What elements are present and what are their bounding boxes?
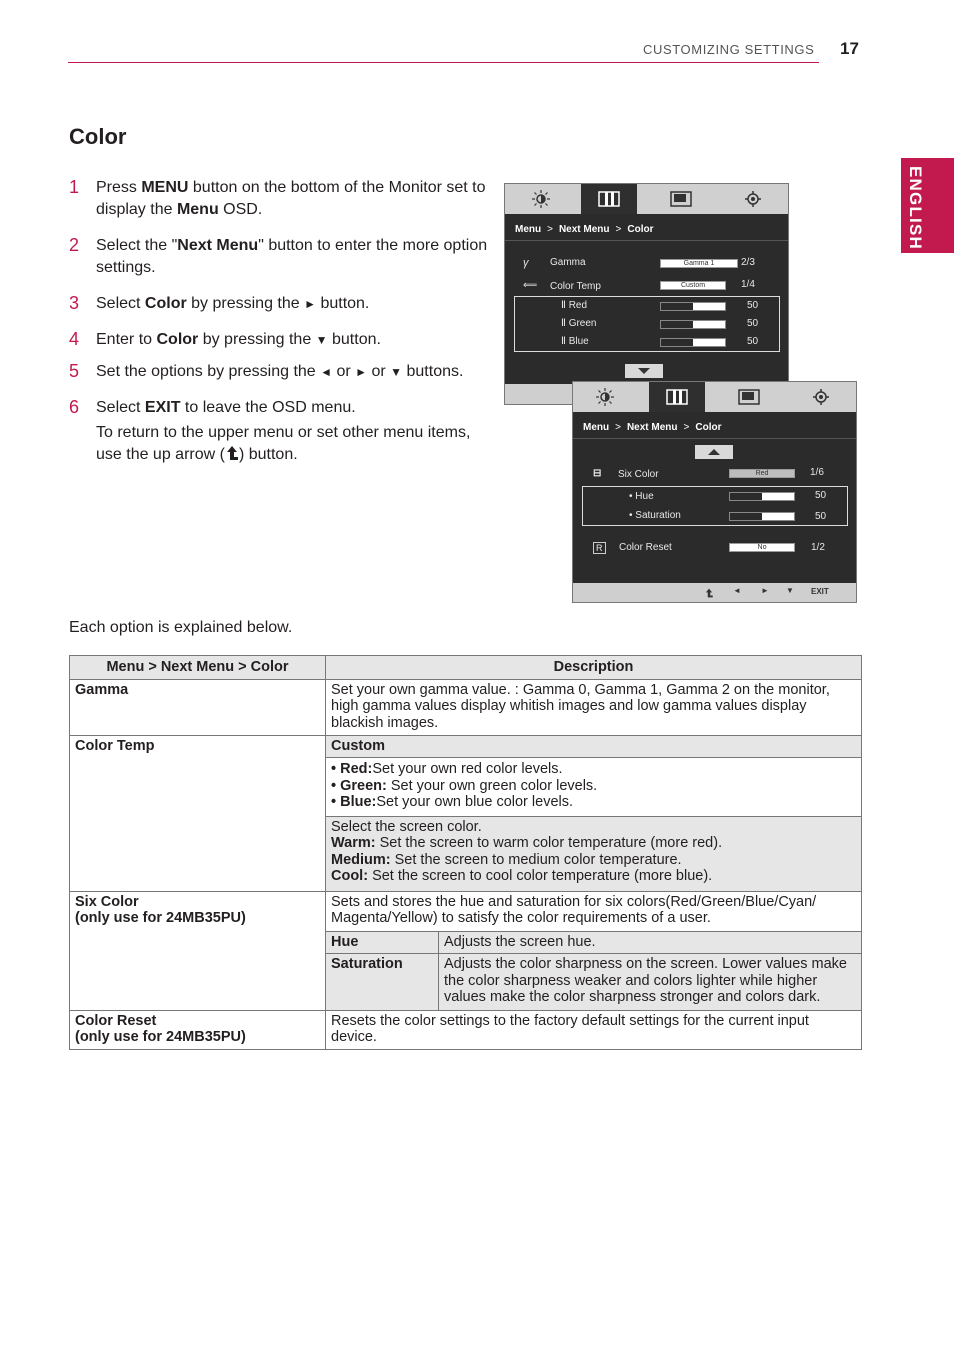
step-3 (69, 293, 489, 315)
red-value: 50 (747, 300, 759, 311)
cool-term: Cool: (331, 868, 369, 884)
exit-label: EXIT (811, 587, 829, 596)
step-number: 6 (69, 397, 80, 417)
language-tab-label: ENGLISH (906, 166, 925, 250)
color-temp-label: Color Temp (550, 281, 601, 292)
row-name (70, 1010, 326, 1049)
six-color-note: (only use for 24MB35PU) (75, 910, 246, 926)
row-description (326, 816, 862, 891)
step-4 (69, 329, 489, 351)
step-text-bold: Next Menu (177, 237, 259, 254)
explain-text: Each option is explained below. (69, 619, 293, 636)
six-color-label: Six Color (618, 469, 659, 480)
osd-tab-display (721, 382, 777, 412)
table-header-description: Description (326, 656, 862, 680)
gear-icon (744, 190, 762, 208)
row-description: Set your own gamma value. : Gamma 0, Gamma 1, Gamma 2 on the monitor, high gamma values display whitish images and low gamma values display blackish images. (326, 679, 862, 735)
six-color-value: Red (729, 469, 795, 478)
crumb-item: Menu (583, 422, 610, 433)
red-label: Ⅱ Red (561, 300, 588, 311)
color-bars-icon (598, 191, 620, 207)
table-row-color-reset (70, 1010, 862, 1049)
row-name (70, 891, 326, 1010)
monitor-icon (670, 191, 692, 207)
step-text: button. (316, 295, 370, 312)
step-text: Enter to (96, 331, 157, 348)
scroll-down-button (625, 364, 663, 378)
green-term: • Green: (331, 777, 387, 794)
hue-name: Hue (326, 931, 439, 954)
osd-breadcrumb (515, 224, 653, 235)
down-arrow-icon: ▼ (786, 586, 794, 595)
step-text: button. (327, 331, 381, 348)
crumb-sep: > (683, 422, 690, 433)
color-temp-value: Custom (660, 281, 726, 290)
step-text: by pressing the (186, 295, 305, 312)
row-description: Resets the color settings to the factory default settings for the current input device. (326, 1010, 862, 1049)
saturation-slider (729, 512, 795, 521)
language-tab (901, 158, 954, 253)
red-label-text: Red (568, 300, 588, 311)
crumb-item: Color (627, 224, 654, 235)
step-text-bold: Menu (176, 201, 219, 218)
six-color-icon: ⊟ (593, 468, 602, 479)
color-reset-label: Color Reset (619, 542, 672, 553)
osd-divider (573, 438, 856, 439)
step-number: 3 (69, 293, 80, 313)
medium-term: Medium: (331, 851, 391, 868)
gamma-position: 2/3 (741, 257, 755, 268)
step-text: button on the bottom of the Monitor set to display the (96, 179, 486, 218)
green-desc: Set your own green color levels. (386, 777, 598, 794)
step-text-bold: MENU (141, 179, 189, 196)
color-reset-icon: R (593, 542, 606, 554)
header-rule (68, 62, 819, 63)
saturation-label: • Saturation (629, 510, 681, 521)
chevron-down-icon (625, 364, 663, 378)
step-2 (69, 235, 489, 279)
blue-desc: Set your own blue color levels. (376, 794, 574, 810)
crumb-sep: > (615, 422, 621, 433)
up-arrow-icon (704, 588, 714, 598)
step-text: or (332, 363, 356, 380)
color-bars-icon (666, 389, 688, 405)
saturation-slider-fill (730, 513, 762, 520)
down-arrow-icon: ▼ (390, 365, 403, 379)
osd-tab-picture (513, 184, 569, 214)
saturation-value: 50 (815, 511, 827, 522)
step-1 (69, 177, 489, 221)
step-text: To return to the upper menu or set other menu items, use the up arrow ( (96, 424, 471, 463)
color-reset-position: 1/2 (811, 542, 825, 553)
row-subheader-custom: Custom (326, 735, 862, 758)
crumb-sep: > (615, 224, 622, 235)
osd-breadcrumb (583, 422, 721, 433)
green-value: 50 (747, 318, 759, 329)
scroll-up-button (695, 445, 733, 459)
step-text-bold: Color (144, 295, 187, 312)
step-text: " button to enter the more option settings. (96, 237, 488, 276)
color-reset-note: (only use for 24MB35PU) (75, 1029, 246, 1045)
red-desc: Set your own red color levels. (372, 761, 563, 777)
gamma-icon: γ (523, 257, 529, 269)
right-arrow-icon: ► (761, 586, 769, 595)
blue-slider (660, 338, 726, 347)
hue-label: • Hue (629, 491, 654, 502)
step-5 (69, 361, 489, 383)
monitor-icon (738, 389, 760, 405)
osd-tab-color (581, 184, 637, 214)
green-label-text: Green (568, 318, 597, 329)
osd-tab-settings (793, 382, 849, 412)
step-text: by pressing the (198, 331, 316, 348)
step-text: or (367, 363, 391, 380)
hue-slider (729, 492, 795, 501)
step-number: 1 (69, 177, 80, 197)
step-text: Select the " (96, 237, 178, 254)
osd-tab-display (653, 184, 709, 214)
table-row-six-color (70, 891, 862, 931)
down-arrow-icon: ▼ (315, 333, 328, 347)
gamma-value: Gamma 1 (660, 259, 738, 268)
row-name: Color Temp (70, 735, 326, 891)
brightness-icon (532, 190, 550, 208)
green-slider (660, 320, 726, 329)
table-row-gamma (70, 679, 862, 735)
left-arrow-icon: ◄ (733, 586, 741, 595)
select-desc: Select the screen color. (331, 818, 482, 835)
red-term: • Red: (331, 761, 373, 777)
right-arrow-icon: ► (304, 297, 316, 311)
color-temp-position: 1/4 (741, 279, 755, 290)
green-slider-fill (661, 321, 693, 328)
step-text: to leave the OSD menu. (180, 399, 356, 416)
step-text: Press (96, 179, 142, 196)
blue-slider-fill (661, 339, 693, 346)
saturation-desc: Adjusts the color sharpness on the screen. Lower values make the color sharpness weaker and colors lighter while higher values make the color sharpness stronger and colors dark. (439, 954, 862, 1011)
table-header-menu: Menu > Next Menu > Color (70, 656, 326, 680)
warm-desc: Set the screen to warm color temperature (more red). (375, 835, 723, 851)
cool-desc: Set the screen to cool color temperature (more blue). (368, 868, 713, 884)
crumb-item: Menu (515, 224, 542, 235)
six-color-position: 1/6 (810, 467, 824, 478)
medium-desc: Set the screen to medium color temperature. (390, 851, 682, 868)
hue-saturation-frame (582, 486, 848, 526)
row-name: Gamma (70, 679, 326, 735)
crumb-item: Next Menu (626, 422, 678, 433)
osd-screen-color-temp (504, 183, 789, 405)
crumb-sep: > (547, 224, 553, 235)
color-temp-icon: ⟸ (523, 280, 538, 291)
gamma-label: Gamma (550, 257, 586, 268)
osd-screen-six-color (572, 381, 857, 603)
row-description: Sets and stores the hue and saturation for six colors(Red/Green/Blue/Cyan/ Magenta/Yellow) to satisfy the color requirements of a user. (326, 891, 862, 931)
step-text: Select (96, 295, 145, 312)
osd-tab-color (649, 382, 705, 412)
osd-divider (505, 240, 788, 241)
step-text-bold: Color (156, 331, 199, 348)
rgb-frame (514, 296, 780, 352)
color-reset-name: Color Reset (75, 1012, 157, 1029)
step-list (69, 177, 489, 480)
row-description (326, 758, 862, 817)
header-section-title: CUSTOMIZING SETTINGS (643, 42, 815, 57)
page-title: Color (69, 124, 127, 149)
hue-desc: Adjusts the screen hue. (439, 931, 862, 954)
crumb-item: Color (695, 422, 722, 433)
saturation-label-text: Saturation (635, 510, 681, 521)
color-reset-value: No (729, 543, 795, 552)
hue-slider-fill (730, 493, 762, 500)
table-header-row (70, 656, 862, 680)
six-color-name: Six Color (75, 893, 139, 910)
step-text-bold: EXIT (144, 399, 181, 416)
step-text: Select (96, 399, 145, 416)
blue-label-text: Blue (568, 336, 589, 347)
step-text: OSD. (218, 201, 263, 218)
crumb-item: Next Menu (558, 224, 610, 235)
right-arrow-icon: ► (355, 365, 368, 379)
step-6 (69, 397, 489, 466)
options-table (69, 655, 862, 1050)
hue-value: 50 (815, 490, 827, 501)
brightness-icon (596, 388, 614, 406)
osd-tab-picture (577, 382, 633, 412)
osd-tab-settings (725, 184, 781, 214)
chevron-up-icon (695, 445, 733, 459)
osd-footer (573, 583, 856, 602)
up-arrow-icon (225, 445, 239, 461)
step-text: Set the options by pressing the (96, 363, 321, 380)
step-text: buttons. (402, 363, 464, 380)
red-slider (660, 302, 726, 311)
left-arrow-icon: ◄ (320, 365, 333, 379)
blue-value: 50 (747, 336, 759, 347)
red-slider-fill (661, 303, 693, 310)
step-number: 4 (69, 329, 80, 349)
green-label: Ⅱ Green (561, 318, 597, 329)
step-6-note (96, 422, 489, 466)
step-text: ) button. (238, 446, 298, 463)
blue-label: Ⅱ Blue (561, 336, 589, 347)
warm-term: Warm: (331, 835, 376, 851)
saturation-name: Saturation (326, 954, 439, 1011)
blue-term: • Blue: (331, 794, 377, 810)
table-row-color-temp (70, 735, 862, 758)
page-number: 17 (840, 39, 859, 58)
step-number: 5 (69, 361, 80, 381)
step-number: 2 (69, 235, 80, 255)
hue-label-text: Hue (635, 491, 654, 502)
gear-icon (812, 388, 830, 406)
